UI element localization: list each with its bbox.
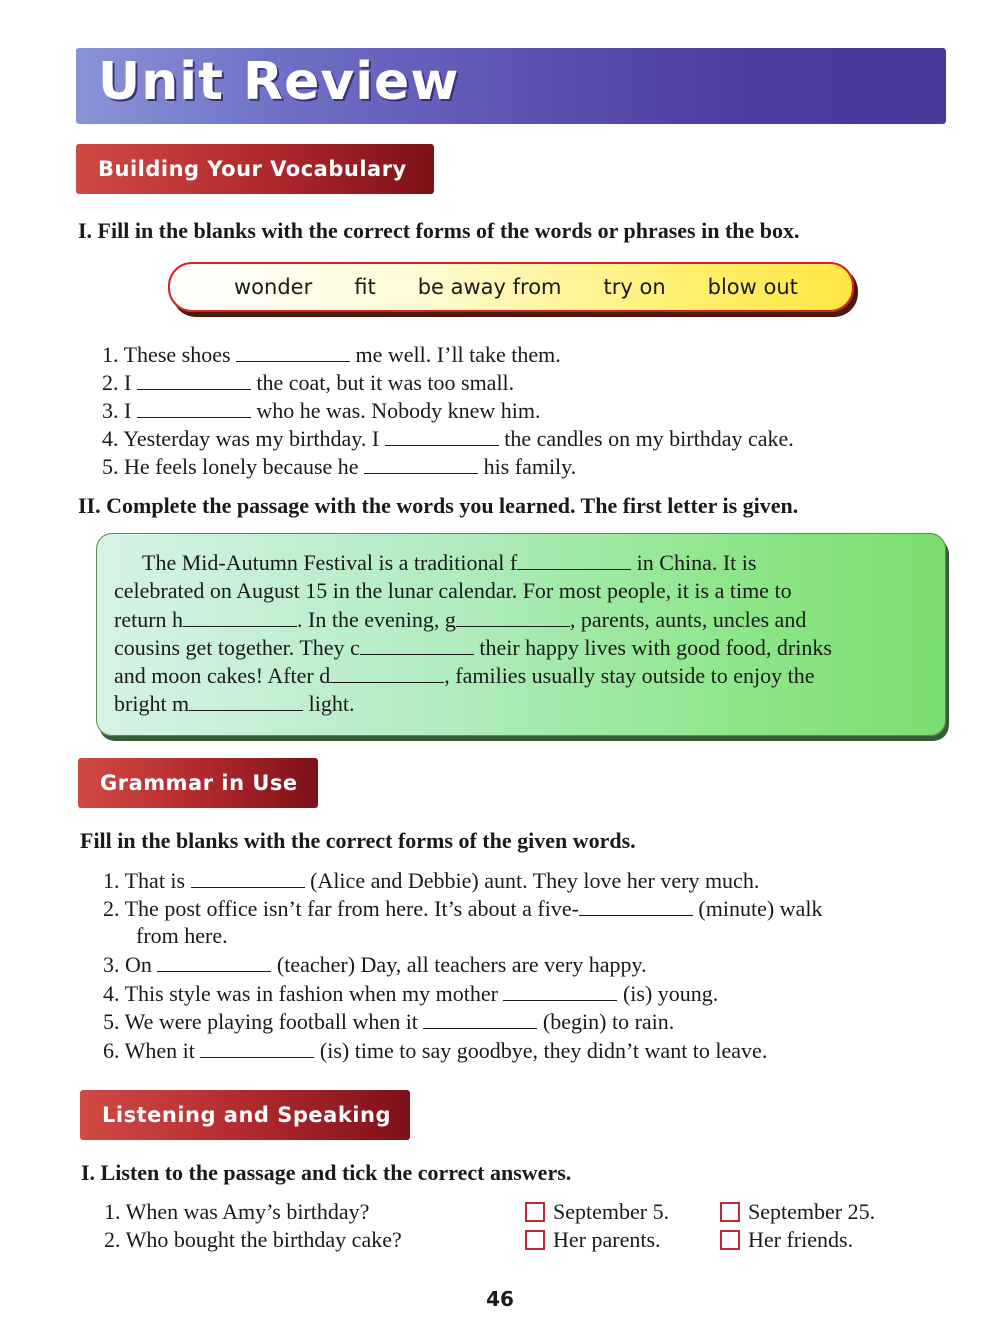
answer-blank[interactable] xyxy=(236,341,350,362)
grammar-item-continuation: from here. xyxy=(136,923,228,948)
grammar-item: 4. This style was in fashion when my mother (is) young. xyxy=(103,981,719,1006)
listening-option[interactable]: September 5. xyxy=(525,1199,669,1225)
answer-blank[interactable] xyxy=(385,425,499,446)
answer-blank[interactable] xyxy=(330,662,444,683)
answer-blank[interactable] xyxy=(423,1008,537,1029)
listening-question: 2. Who bought the birthday cake? xyxy=(104,1227,402,1252)
vocab-item: 5. He feels lonely because he his family. xyxy=(102,454,577,479)
vocab-item: 4. Yesterday was my birthday. I the candles on my birthday cake. xyxy=(102,426,794,451)
grammar-section-tab: Grammar in Use xyxy=(78,758,318,808)
answer-blank[interactable] xyxy=(157,951,271,972)
vocab-item: 2. I the coat, but it was too small. xyxy=(102,370,515,395)
answer-blank[interactable] xyxy=(456,606,570,627)
passage-text: The Mid-Autumn Festival is a traditional f in China. It is celebrated on August 15 in the lunar calendar. For most people, it is a time to return h . In the evening, g , parents, aunts, uncles and cousins get together. They c their happy lives with good food, drinks and moon cakes! After d , families usually stay outside to enjoy the bright m light. xyxy=(114,550,832,717)
answer-blank[interactable] xyxy=(137,369,251,390)
word-box-item: blow out xyxy=(707,275,798,299)
listening-option[interactable]: September 25. xyxy=(720,1199,875,1225)
answer-blank[interactable] xyxy=(503,980,617,1001)
tick-checkbox[interactable] xyxy=(525,1230,545,1250)
answer-blank[interactable] xyxy=(579,895,693,916)
word-box-item: try on xyxy=(603,275,666,299)
tick-checkbox[interactable] xyxy=(525,1202,545,1222)
word-box-item: be away from xyxy=(417,275,562,299)
vocab-part2-instruction: II. Complete the passage with the words you learned. The first letter is given. xyxy=(78,493,799,518)
tick-checkbox[interactable] xyxy=(720,1230,740,1250)
vocab-part1-instruction: I. Fill in the blanks with the correct forms of the words or phrases in the box. xyxy=(78,218,800,243)
answer-blank[interactable] xyxy=(191,867,305,888)
listening-instruction: I. Listen to the passage and tick the correct answers. xyxy=(81,1160,572,1185)
answer-blank[interactable] xyxy=(189,690,303,711)
answer-blank[interactable] xyxy=(200,1037,314,1058)
grammar-item: 5. We were playing football when it (begin) to rain. xyxy=(103,1009,675,1034)
vocabulary-section-tab: Building Your Vocabulary xyxy=(76,144,434,194)
answer-blank[interactable] xyxy=(364,453,478,474)
listening-option[interactable]: Her parents. xyxy=(525,1227,661,1253)
grammar-item: 3. On (teacher) Day, all teachers are very happy. xyxy=(103,952,647,977)
page-number: 46 xyxy=(486,1287,514,1311)
unit-title: Unit Review xyxy=(98,52,460,112)
listening-question: 1. When was Amy’s birthday? xyxy=(104,1199,370,1224)
grammar-item: 1. That is (Alice and Debbie) aunt. They love her very much. xyxy=(103,868,760,893)
grammar-item: 6. When it (is) time to say goodbye, they didn’t want to leave. xyxy=(103,1038,768,1063)
vocab-item: 3. I who he was. Nobody knew him. xyxy=(102,398,541,423)
listening-section-tab: Listening and Speaking xyxy=(80,1090,410,1140)
listening-option[interactable]: Her friends. xyxy=(720,1227,853,1253)
word-box xyxy=(168,262,854,312)
word-box-item: fit xyxy=(354,275,376,299)
vocab-item: 1. These shoes me well. I’ll take them. xyxy=(102,342,561,367)
answer-blank[interactable] xyxy=(137,397,251,418)
grammar-item: 2. The post office isn’t far from here. It’s about a five- (minute) walk xyxy=(103,896,823,921)
word-box-item: wonder xyxy=(234,275,313,299)
answer-blank[interactable] xyxy=(360,634,474,655)
tick-checkbox[interactable] xyxy=(720,1202,740,1222)
answer-blank[interactable] xyxy=(183,606,297,627)
grammar-instruction: Fill in the blanks with the correct forms of the given words. xyxy=(80,828,636,853)
answer-blank[interactable] xyxy=(517,549,631,570)
